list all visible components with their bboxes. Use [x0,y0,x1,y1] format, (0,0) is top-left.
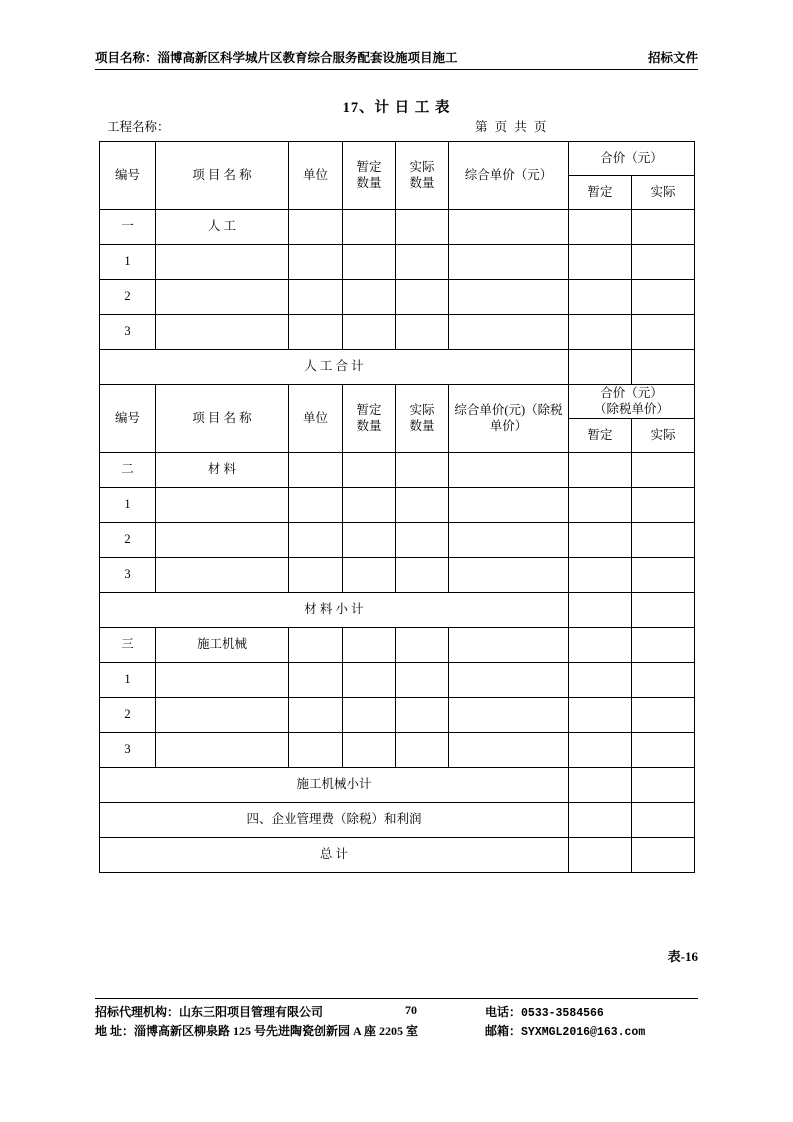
cell-unit-price [449,733,569,768]
cell-tentative-qty [343,453,396,488]
cell-tentative-qty [343,523,396,558]
cell-total-actual [632,803,695,838]
footer-page-number: 70 [405,1003,417,1017]
table-row [100,315,695,350]
cell-total-tentative [569,698,632,733]
cell-total-tentative [569,663,632,698]
th-actual-qty: 实际 数量 [396,142,449,210]
cell-tentative-qty [343,698,396,733]
cell-actual-qty [396,698,449,733]
cell-total-tentative [569,803,632,838]
th-total-price-ex-tax: 合价（元） （除税单价） [569,385,695,419]
header-doc-type: 招标文件 [647,51,698,65]
cell-tentative-qty [343,245,396,280]
cell-unit-price [449,453,569,488]
cell-unit [289,210,343,245]
cell-unit [289,523,343,558]
cell-actual-qty [396,488,449,523]
cell-total-actual [632,733,695,768]
cell-total-tentative [569,838,632,873]
cell-total-tentative [569,350,632,385]
th-actual-qty: 实际 数量 [396,385,449,453]
table-row [100,245,695,280]
cell-unit-price [449,628,569,663]
th-total-price: 合价（元） [569,142,695,176]
cell-item [156,245,289,280]
row-no: 1 [100,488,156,523]
footer-line-2 [95,1022,698,1041]
cell-item [156,488,289,523]
cell-total-tentative [569,558,632,593]
cell-item [156,558,289,593]
th-total-actual: 实际 [632,419,695,453]
cell-actual-qty [396,280,449,315]
cell-actual-qty [396,210,449,245]
cell-total-actual [632,523,695,558]
subtotal-label: 材 料 小 计 [100,593,569,628]
cell-unit [289,663,343,698]
cell-unit-price [449,315,569,350]
row-no: 2 [100,523,156,558]
cell-actual-qty [396,523,449,558]
table-row [100,733,695,768]
grand-total-row [100,838,695,873]
cell-tentative-qty [343,488,396,523]
section-name: 施工机械 [156,628,289,663]
cell-total-actual [632,245,695,280]
cell-total-actual [632,350,695,385]
cell-tentative-qty [343,733,396,768]
cell-actual-qty [396,628,449,663]
cell-actual-qty [396,558,449,593]
row-no: 2 [100,280,156,315]
th-unit: 单位 [289,142,343,210]
th-total-tentative: 暂定 [569,419,632,453]
cell-total-actual [632,280,695,315]
th-no: 编号 [100,142,156,210]
th-tentative-qty: 暂定 数量 [343,142,396,210]
th-item: 项 目 名 称 [156,385,289,453]
row-no: 1 [100,245,156,280]
cell-total-actual [632,768,695,803]
cell-item [156,280,289,315]
cell-total-tentative [569,210,632,245]
form-number: 表-16 [667,949,698,964]
footer-email: 邮箱：SYXMGL2016@163.com [485,1024,646,1039]
cell-item [156,523,289,558]
table-subtotal-row [100,350,695,385]
cell-item [156,663,289,698]
cell-tentative-qty [343,628,396,663]
table-subtotal-row [100,768,695,803]
cell-total-actual [632,210,695,245]
section-marker: 一 [100,210,156,245]
cell-unit-price [449,698,569,733]
table-header-row-2 [100,385,695,419]
cell-unit-price [449,488,569,523]
cell-total-tentative [569,523,632,558]
cell-unit [289,558,343,593]
cell-actual-qty [396,315,449,350]
cell-total-actual [632,593,695,628]
th-unit: 单位 [289,385,343,453]
cell-tentative-qty [343,280,396,315]
table-row [100,698,695,733]
management-fee-label: 四、企业管理费（除税）和利润 [100,803,569,838]
section-name: 材 料 [156,453,289,488]
cell-total-tentative [569,453,632,488]
cell-unit [289,315,343,350]
cell-total-tentative [569,628,632,663]
cell-unit [289,698,343,733]
section-marker: 三 [100,628,156,663]
cell-actual-qty [396,663,449,698]
th-unit-price: 综合单价（元） [449,142,569,210]
th-no: 编号 [100,385,156,453]
cell-total-actual [632,698,695,733]
cell-total-actual [632,838,695,873]
table-row [100,488,695,523]
cell-total-actual [632,453,695,488]
row-no: 3 [100,733,156,768]
page-count-label: 第 页 共 页 [475,120,549,134]
cell-total-tentative [569,280,632,315]
th-total-actual: 实际 [632,176,695,210]
cell-total-actual [632,488,695,523]
cell-unit-price [449,558,569,593]
management-fee-row [100,803,695,838]
cell-total-tentative [569,768,632,803]
section-marker: 二 [100,453,156,488]
cell-unit [289,245,343,280]
cell-total-tentative [569,593,632,628]
cell-actual-qty [396,733,449,768]
th-tentative-qty: 暂定 数量 [343,385,396,453]
cell-total-tentative [569,245,632,280]
cell-unit [289,453,343,488]
row-no: 3 [100,315,156,350]
cell-total-tentative [569,488,632,523]
cell-tentative-qty [343,210,396,245]
footer-line-1 [95,1003,698,1022]
footer-address: 地 址：淄博高新区柳泉路 125 号先进陶瓷创新园 A 座 2205 室 [95,1024,419,1038]
cell-unit-price [449,663,569,698]
page-header [95,48,698,70]
table-row [100,558,695,593]
grand-total-label: 总 计 [100,838,569,873]
cell-total-actual [632,315,695,350]
th-item: 项 目 名 称 [156,142,289,210]
table-header-row [100,142,695,176]
cell-tentative-qty [343,663,396,698]
cell-total-actual [632,558,695,593]
table-row [100,523,695,558]
subtotal-label: 施工机械小计 [100,768,569,803]
project-name-label: 工程名称： [107,120,170,134]
cell-unit-price [449,280,569,315]
daywork-table [99,141,695,873]
cell-item [156,698,289,733]
cell-total-actual [632,628,695,663]
row-no: 2 [100,698,156,733]
cell-unit [289,733,343,768]
cell-total-tentative [569,315,632,350]
cell-unit [289,488,343,523]
cell-item [156,315,289,350]
subtotal-label: 人 工 合 计 [100,350,569,385]
row-no: 1 [100,663,156,698]
cell-total-actual [632,663,695,698]
cell-actual-qty [396,245,449,280]
section-name: 人 工 [156,210,289,245]
cell-unit [289,628,343,663]
th-total-tentative: 暂定 [569,176,632,210]
cell-total-tentative [569,733,632,768]
footer-phone: 电话：0533-3584566 [485,1005,604,1020]
table-row [100,628,695,663]
cell-unit [289,280,343,315]
footer-agency: 招标代理机构：山东三阳项目管理有限公司 [95,1005,324,1019]
cell-tentative-qty [343,558,396,593]
cell-unit-price [449,245,569,280]
th-unit-price-ex-tax: 综合单价(元)（除税单价） [449,385,569,453]
table-row [100,210,695,245]
table-row [100,280,695,315]
cell-item [156,733,289,768]
cell-unit-price [449,523,569,558]
subheader-line [95,117,698,135]
cell-unit-price [449,210,569,245]
cell-actual-qty [396,453,449,488]
table-row [100,663,695,698]
table-row [100,453,695,488]
header-project-name: 项目名称：淄博高新区科学城片区教育综合服务配套设施项目施工 [95,51,458,65]
table-subtotal-row [100,593,695,628]
row-no: 3 [100,558,156,593]
page-title: 17、计 日 工 表 [342,100,451,116]
page-footer [95,998,698,1041]
cell-tentative-qty [343,315,396,350]
